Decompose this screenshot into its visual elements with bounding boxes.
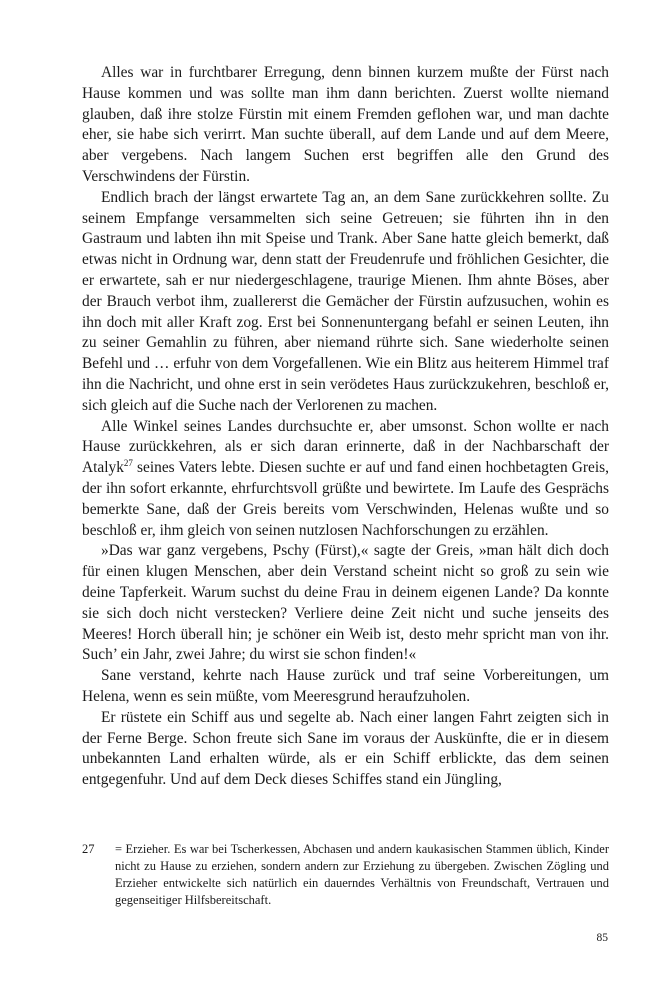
footnote-mark: 27 [82, 842, 95, 856]
paragraph: Er rüstete ein Schiff aus und segelte ab. Nach einer langen Fahrt zeigten sich in der Ferne Berge. Schon freute sich Sane im voraus der Auskünfte, die er in diesem unbekannten Land erhalten würde, als er ein Schiff erblickte, das dem seinen entgegenfuhr. Und auf dem Deck dieses Schiffes stand ein Jüngling, [82, 708, 609, 789]
paragraph-text: seines Vaters lebte. Diesen suchte er auf und fand einen hochbetagten Greis, der ihn sofort erkannte, ehrfurchtsvoll grüßte und bewirtete. Im Laufe des Gesprächs bemerkte Sane, daß der Greis bereits vom Verschwinden, Helenas wußte und so beschloß er, ihm gleich von seinen nutzlosen Nachforschungen zu erzählen. [82, 459, 609, 539]
paragraph-text: Alle Winkel seines Landes durchsuchte er, aber umsonst. Schon wollte er nach Hause zurückkehren, als er sich daran erinnerte, daß in der Nachbarschaft der Atalyk [82, 417, 609, 477]
paragraph: Endlich brach der längst erwartete Tag an, an dem Sane zurückkehren sollte. Zu seinem Empfange versammelten sich seine Getreuen; sie führten ihn in den Gastraum und labten ihn mit Speise und Trank. Aber Sane hatte gleich bemerkt, daß etwas nicht in Ordnung war, denn statt der Freudenrufe und fröhlichen Gesichter, die er erwartete, sah er nur niedergeschlagene, traurige Mienen. Ihm ahnte Böses, aber der Brauch verbot ihm, zuallererst die Gemächer der Fürstin aufzusuchen, wohin es ihn doch mit aller Kraft zog. Erst bei Sonnenuntergang befahl er seinen Leuten, ihn zu seiner Gemahlin zu führen, aber niemand rührte sich. Sane wiederholte seinen Befehl und … erfuhr von dem Vorgefallenen. Wie ein Blitz aus heiterem Himmel traf ihn die Nachricht, und ohne erst in sein verödetes Haus zurückzukehren, beschloß er, sich gleich auf die Suche nach der Verlorenen zu machen. [82, 188, 609, 414]
body-text [82, 63, 609, 791]
paragraph: »Das war ganz vergebens, Pschy (Fürst),« sagte der Greis, »man hält dich doch für einen klugen Menschen, aber dein Verstand scheint nicht so groß zu sein wie deine Tapferkeit. Warum suchst du deine Frau in deinem eigenen Lande? Da konnte sie sich doch nicht verstecken? Verliere deine Zeit nicht und suche jenseits des Meeres! Horch überall hin; je schöner ein Weib ist, desto mehr spricht man von ihr. Such’ ein Jahr, zwei Jahre; du wirst sie schon finden!« [82, 542, 609, 664]
paragraph [82, 417, 609, 542]
paragraph: Sane verstand, kehrte nach Hause zurück und traf seine Vorbereitungen, um Helena, wenn es sein müßte, vom Meeresgrund heraufzuholen. [82, 667, 609, 705]
footnote-reference[interactable]: 27 [123, 458, 133, 469]
page-number: 85 [596, 932, 608, 944]
paragraph: Alles war in furchtbarer Erregung, denn binnen kurzem mußte der Fürst nach Hause kommen und was sollte man ihm dann berichten. Zuerst wollte niemand glauben, daß ihre stolze Fürstin mit einem Fremden geflohen war, und man dachte eher, sie habe sich verirrt. Man suchte überall, auf dem Lande und auf dem Meere, aber vergebens. Nach langem Suchen erst begriffen alle den Grund des Verschwindens der Fürstin. [82, 64, 609, 185]
footnote-text: = Erzieher. Es war bei Tscherkessen, Abchasen und andern kaukasischen Stammen üblich, Kinder nicht zu Hause zu erziehen, sondern andern zur Erziehung zu übergeben. Zwischen Zögling und Erzieher entwickelte sich natürlich ein dauerndes Verhältnis von Freundschaft, Vertrauen und gegenseitiger Hilfsbereitschaft. [115, 842, 609, 907]
footnote [82, 841, 609, 909]
